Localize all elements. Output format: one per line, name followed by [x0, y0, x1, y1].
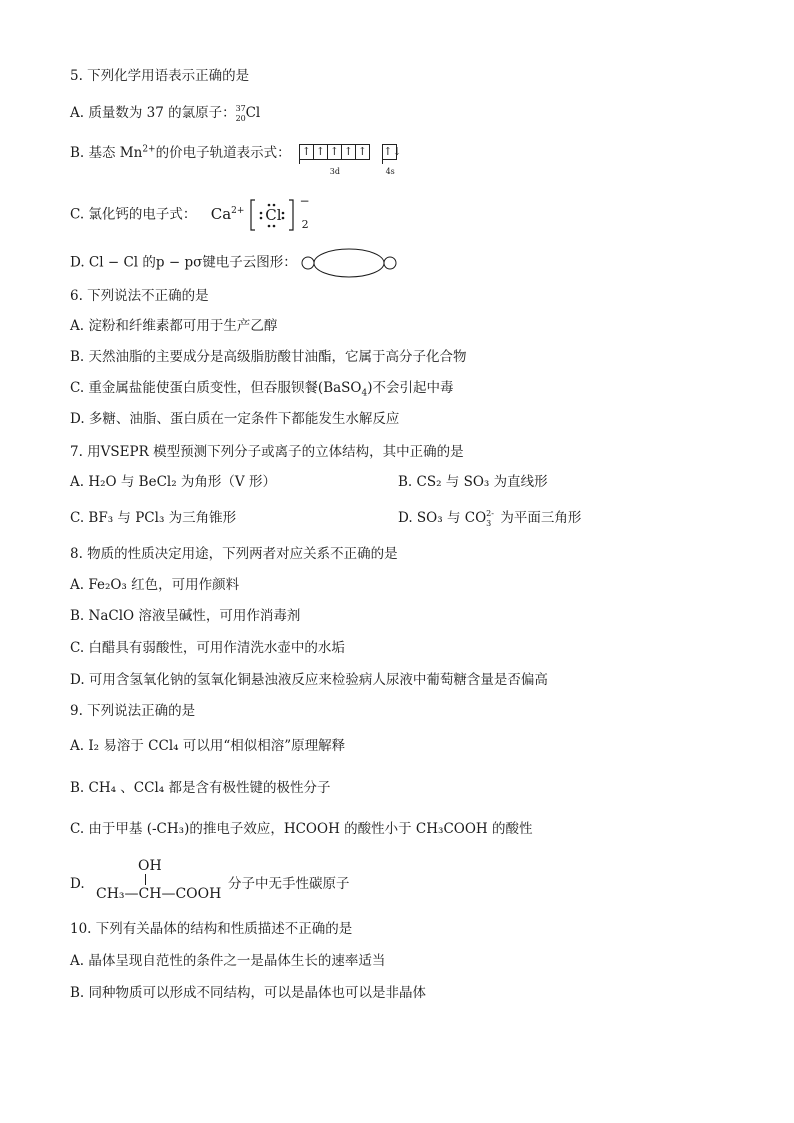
- orbital-3d-group: [299, 144, 370, 176]
- q5-d-bond: p − pσ: [155, 254, 203, 271]
- anion-count: 2: [301, 217, 309, 231]
- q6-option-b: B. 天然油脂的主要成分是高级脂肪酸甘油酯，它属于高分子化合物: [70, 349, 467, 365]
- q6-option-d: D. 多糖、油脂、蛋白质在一定条件下都能发生水解反应: [70, 411, 400, 427]
- q8-option-c: C. 白醋具有弱酸性，可用作清洗水壶中的水垢: [70, 640, 345, 656]
- q6-option-a: A. 淀粉和纤维素都可用于生产乙醇: [70, 318, 278, 334]
- anion-charge: −: [299, 193, 310, 208]
- q6-c-part2: )不会引起中毒: [367, 380, 454, 396]
- q5-stem: 5. 下列化学用语表示正确的是: [70, 68, 250, 84]
- anion-symbol: Cl: [265, 206, 282, 224]
- q7-option-a: A. H₂O 与 BeCl₂ 为角形（V 形）: [70, 474, 276, 490]
- cation-charge: 2+: [231, 206, 245, 216]
- q6-option-c: [70, 378, 454, 398]
- q5-d-suffix: 键电子云图形：: [202, 254, 297, 271]
- q5-b-prefix: B. 基态: [70, 145, 120, 161]
- cation-symbol: Ca: [210, 205, 232, 223]
- q5-option-a: [70, 103, 260, 124]
- q9-d-oh: OH: [138, 858, 162, 874]
- orbital-box: ↑: [314, 144, 328, 160]
- electron-formula: [211, 197, 303, 233]
- q6-stem: 6. 下列说法不正确的是: [70, 288, 209, 304]
- q5-b-suffix: 的价电子轨道表示式：: [155, 145, 291, 161]
- q5-option-d: [70, 248, 397, 278]
- q10-option-b: B. 同种物质可以形成不同结构，可以是晶体也可以是非晶体: [70, 985, 427, 1001]
- q5-b-charge: 2+: [142, 144, 156, 155]
- q10-stem: 10. 下列有关晶体的结构和性质描述不正确的是: [70, 921, 353, 937]
- q10-option-a: A. 晶体呈现自范性的条件之一是晶体生长的速率适当: [70, 953, 386, 969]
- q7-d-charge: 2-: [486, 508, 494, 518]
- orbital-box: ↑↓: [383, 144, 402, 158]
- q6-c-sub: 4: [361, 388, 368, 399]
- q5-a-mass-number: 37: [235, 103, 246, 113]
- q7-d-part2: 为平面三角形: [496, 510, 582, 526]
- q6-c-part1: C. 重金属盐能使蛋白质变性，但吞服钡餐(BaSO: [70, 380, 362, 396]
- q7-d-part1: D. SO₃ 与 CO: [398, 510, 487, 526]
- orbital-box: ↑: [356, 144, 370, 160]
- q5-option-b: [70, 143, 402, 176]
- q5-b-orbital-diagram: [299, 144, 402, 176]
- q9-d-suffix: 分子中无手性碳原子: [228, 876, 350, 892]
- q7-option-c: C. BF₃ 与 PCl₃ 为三角锥形: [70, 510, 237, 526]
- orbital-3d-label: 3d: [329, 166, 341, 176]
- q9-option-b: B. CH₄ 、CCl₄ 都是含有极性键的极性分子: [70, 780, 331, 796]
- orbital-4s-label: 4s: [385, 166, 395, 176]
- q5-b-ion: Mn: [119, 145, 143, 161]
- q9-stem: 9. 下列说法正确的是: [70, 703, 196, 719]
- sigma-bond-orbital-icon: [301, 248, 397, 278]
- q8-option-d: D. 可用含氢氧化钠的氢氧化铜悬浊液反应来检验病人尿液中葡萄糖含量是否偏高: [70, 672, 548, 688]
- q9-option-a: A. I₂ 易溶于 CCl₄ 可以用“相似相溶”原理解释: [70, 738, 346, 754]
- q8-option-b: B. NaClO 溶液呈碱性，可用作消毒剂: [70, 608, 301, 624]
- q7-d-sub: 3: [486, 518, 492, 528]
- q8-stem: 8. 物质的性质决定用途，下列两者对应关系不正确的是: [70, 546, 398, 562]
- q9-d-chain: CH₃—CH—COOH: [96, 886, 222, 902]
- orbital-4s-group: [382, 144, 402, 176]
- q9-d-prefix: D.: [70, 876, 85, 892]
- q5-a-text: A. 质量数为 37 的氯原子：: [70, 105, 236, 121]
- orbital-box: ↑: [300, 144, 314, 160]
- q8-option-a: A. Fe₂O₃ 红色，可用作颜料: [70, 577, 240, 593]
- q5-option-c: [70, 193, 310, 233]
- q7-stem: 7. 用VSEPR 模型预测下列分子或离子的立体结构，其中正确的是: [70, 444, 464, 460]
- orbital-box: ↑: [328, 144, 342, 160]
- q5-a-atomic-number: 20: [235, 113, 246, 123]
- q7-option-d: [398, 508, 581, 529]
- q5-d-prefix: D. Cl − Cl 的: [70, 254, 156, 271]
- orbital-box: ↑: [342, 144, 356, 160]
- q9-option-c: C. 由于甲基 (-CH₃)的推电子效应，HCOOH 的酸性小于 CH₃COOH 的酸性: [70, 821, 533, 837]
- q7-option-b: B. CS₂ 与 SO₃ 为直线形: [398, 474, 548, 490]
- q5-a-symbol: Cl: [245, 105, 261, 121]
- q5-c-prefix: C. 氯化钙的电子式：: [70, 206, 197, 223]
